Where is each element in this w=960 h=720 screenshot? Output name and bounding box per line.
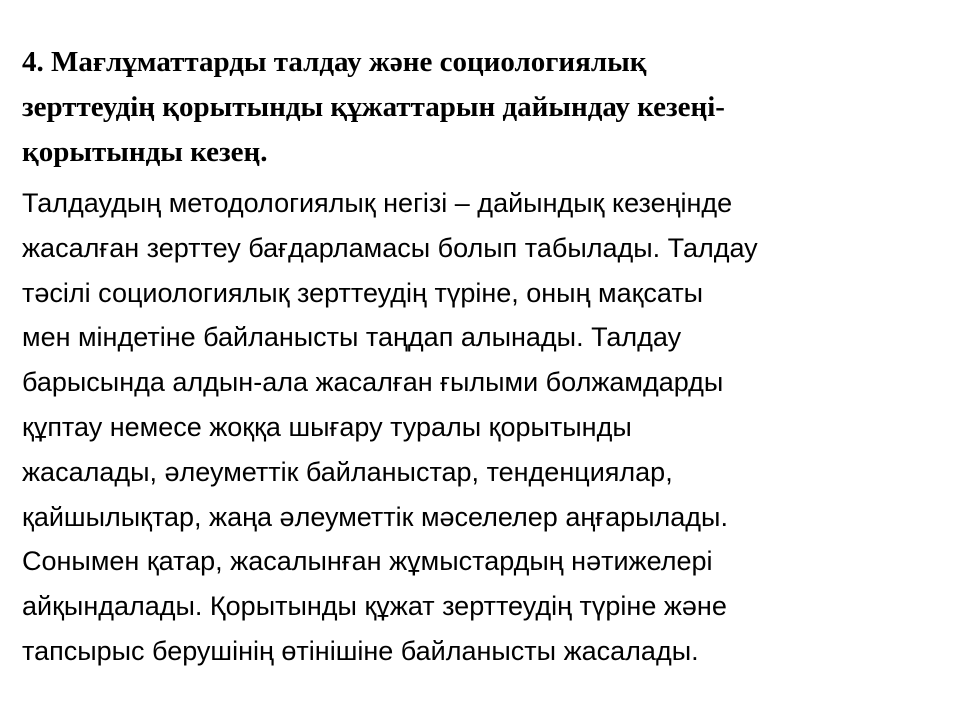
body-line: жасалған зерттеу бағдарламасы болып табылады. Талдау <box>22 232 758 263</box>
body-paragraph <box>22 181 952 674</box>
body-line: айқындалады. Қорытынды құжат зерттеудің түріне және <box>22 591 727 622</box>
body-line: қайшылықтар, жаңа әлеуметтік мәселелер аңғарылады. <box>22 501 728 532</box>
body-line: тапсырыс берушінің өтінішіне байланысты жасалады. <box>22 635 699 666</box>
body-line: барысында алдын-ала жасалған ғылыми болжамдарды <box>22 367 724 398</box>
body-line: Талдаудың методологиялық негізі – дайындық кезеңінде <box>22 188 733 218</box>
body-line: құптау немесе жоққа шығару туралы қорытынды <box>22 411 632 442</box>
body-line: тәсілі социологиялық зерттеудің түріне, оның мақсаты <box>22 277 704 308</box>
title-line: қорытынды кезең. <box>22 136 268 168</box>
body-line: мен міндетіне байланысты таңдап алынады. Талдау <box>22 322 682 353</box>
title-line: зерттеудің қорытынды құжаттарын дайындау кезеңі- <box>22 91 725 123</box>
body-line: Сонымен қатар, жасалынған жұмыстардың нәтижелері <box>22 546 713 577</box>
title-line: 4. Мағлұматтарды талдау және социологиялық <box>22 46 647 78</box>
slide-title <box>22 40 952 175</box>
body-line: жасалады, әлеуметтік байланыстар, тенденциялар, <box>22 456 673 487</box>
